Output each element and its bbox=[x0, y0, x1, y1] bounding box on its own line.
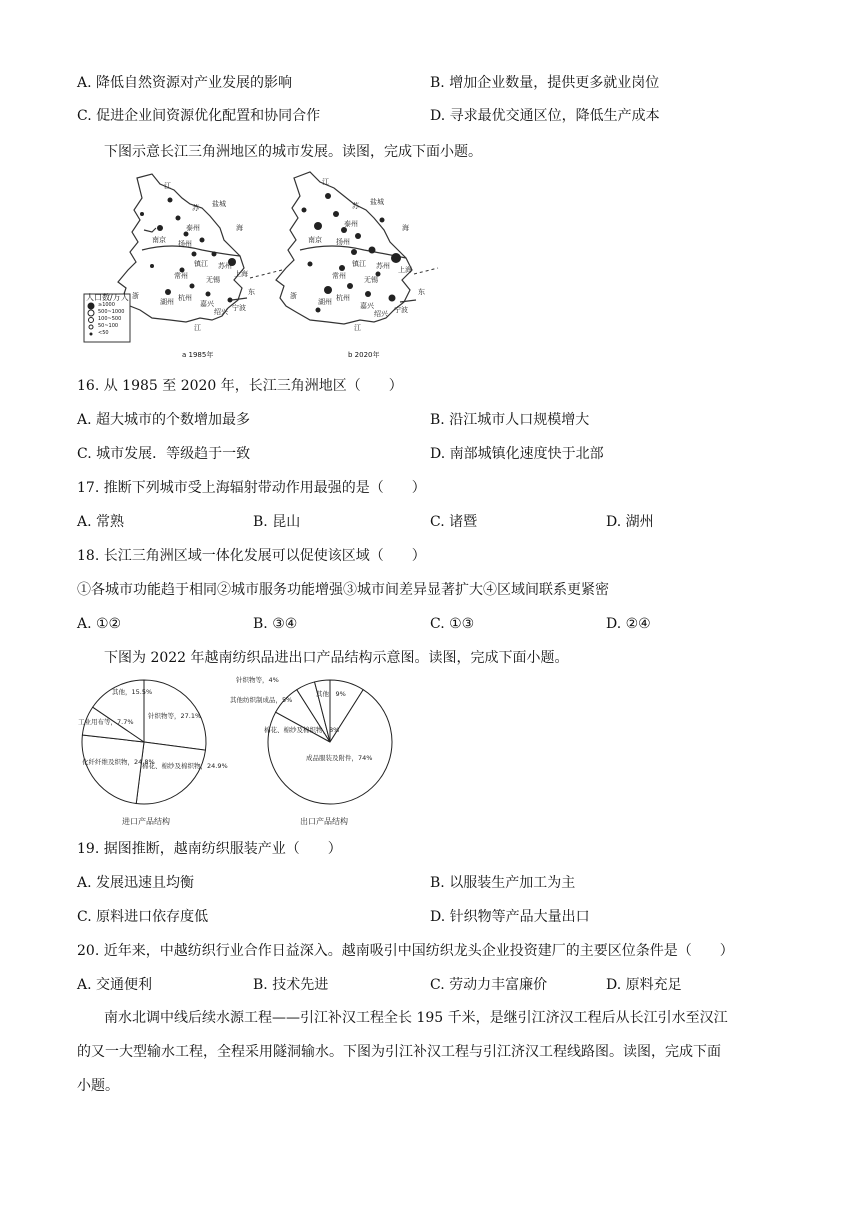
svg-text:无锡: 无锡 bbox=[364, 276, 378, 284]
pie-import-label: 工业用布等，7.7% bbox=[78, 718, 134, 726]
pie-import-slice bbox=[136, 742, 205, 804]
q17-option-c: C. 诸暨 bbox=[430, 514, 478, 530]
passage-line: 的又一大型输水工程，全程采用隧洞输水。下图为引江补汉工程与引江济汉工程线路图。读图，完成下面 bbox=[77, 1044, 721, 1060]
pie-import-label: 针织物等，27.1% bbox=[148, 712, 202, 720]
svg-text:扬州: 扬州 bbox=[178, 240, 192, 248]
q19-option-c: C. 原料进口依存度低 bbox=[77, 909, 209, 925]
svg-text:南京: 南京 bbox=[308, 236, 322, 244]
legend-items bbox=[98, 302, 124, 337]
pie-export-title: 出口产品结构 bbox=[300, 817, 348, 826]
svg-text:宁波: 宁波 bbox=[232, 304, 246, 312]
pie-export-label: 棉花、棉纱及棉织物，8% bbox=[264, 726, 340, 734]
q17-option-d: D. 湖州 bbox=[606, 514, 654, 530]
svg-text:常州: 常州 bbox=[332, 272, 346, 280]
q20-stem: 20. 近年来，中越纺织行业合作日益深入。越南吸引中国纺织龙头企业投资建厂的主要区位条件是（ ） bbox=[77, 943, 734, 959]
svg-text:嘉兴: 嘉兴 bbox=[200, 300, 214, 308]
intro-vietnam: 下图为 2022 年越南纺织品进出口产品结构示意图。读图，完成下面小题。 bbox=[104, 650, 569, 666]
pie-import-label: 棉花、棉纱及棉织物，24.9% bbox=[142, 762, 228, 770]
legend-item: 50~100 bbox=[98, 323, 119, 329]
yangtze-map-figure bbox=[82, 170, 442, 362]
svg-text:杭州: 杭州 bbox=[178, 294, 192, 302]
svg-text:上海: 上海 bbox=[234, 270, 248, 278]
svg-text:湖州: 湖州 bbox=[318, 298, 332, 306]
svg-text:盐城: 盐城 bbox=[370, 198, 384, 206]
pie-export-label: 针织物等，4% bbox=[236, 676, 279, 684]
svg-text:绍兴: 绍兴 bbox=[214, 308, 228, 316]
legend-item: ≥1000 bbox=[98, 302, 115, 308]
pie-charts bbox=[78, 672, 418, 832]
svg-text:泰州: 泰州 bbox=[344, 220, 358, 228]
pie-import-slice bbox=[82, 735, 144, 804]
svg-text:湖州: 湖州 bbox=[160, 298, 174, 306]
svg-text:江: 江 bbox=[194, 324, 201, 332]
q20-option-c: C. 劳动力丰富廉价 bbox=[430, 977, 548, 993]
intro-yangtze: 下图示意长江三角洲地区的城市发展。读图，完成下面小题。 bbox=[104, 144, 482, 160]
svg-text:泰州: 泰州 bbox=[186, 224, 200, 232]
svg-text:镇江: 镇江 bbox=[352, 260, 366, 268]
option-c: C. 促进企业间资源优化配置和协同合作 bbox=[77, 108, 321, 124]
svg-text:东: 东 bbox=[248, 288, 255, 296]
q18-option-c: C. ①③ bbox=[430, 616, 475, 632]
svg-text:江: 江 bbox=[322, 178, 329, 186]
q18-statements: ①各城市功能趋于相同②城市服务功能增强③城市间差异显著扩大④区域间联系更紧密 bbox=[77, 582, 609, 598]
svg-text:海: 海 bbox=[236, 224, 243, 232]
pie-import-label: 其他，15.5% bbox=[112, 688, 153, 696]
caption-a: a 1985年 bbox=[182, 351, 214, 359]
svg-text:苏: 苏 bbox=[352, 202, 359, 210]
svg-text:扬州: 扬州 bbox=[336, 238, 350, 246]
q16-option-d: D. 南部城镇化速度快于北部 bbox=[430, 446, 604, 462]
q19-option-d: D. 针织物等产品大量出口 bbox=[430, 909, 590, 925]
pie-export-label: 成品服装及附件，74% bbox=[306, 754, 373, 762]
q19-option-b: B. 以服装生产加工为主 bbox=[430, 875, 576, 891]
q16-stem: 16. 从 1985 至 2020 年，长江三角洲地区（ ） bbox=[77, 378, 403, 394]
svg-text:无锡: 无锡 bbox=[206, 276, 220, 284]
pie-import bbox=[82, 680, 206, 804]
option-a: A. 降低自然资源对产业发展的影响 bbox=[77, 75, 293, 91]
svg-text:镇江: 镇江 bbox=[194, 260, 208, 268]
svg-text:宁波: 宁波 bbox=[394, 306, 408, 314]
q18-option-d: D. ②④ bbox=[606, 616, 651, 632]
pie-export-label: 其他，9% bbox=[316, 690, 346, 698]
pie-export-label: 其他纺织制成品，5% bbox=[230, 696, 293, 704]
legend-item: 500~1000 bbox=[98, 309, 125, 315]
q18-stem: 18. 长江三角洲区域一体化发展可以促使该区域（ ） bbox=[77, 548, 426, 564]
svg-text:苏: 苏 bbox=[192, 204, 199, 212]
pie-import-label: 化纤纤维及织物，24.8% bbox=[82, 758, 155, 766]
q17-option-b: B. 昆山 bbox=[253, 514, 301, 530]
svg-text:江: 江 bbox=[354, 324, 361, 332]
svg-text:嘉兴: 嘉兴 bbox=[360, 302, 374, 310]
svg-text:杭州: 杭州 bbox=[336, 294, 350, 302]
q17-stem: 17. 推断下列城市受上海辐射带动作用最强的是（ ） bbox=[77, 480, 426, 496]
caption-b: b 2020年 bbox=[348, 351, 380, 359]
svg-text:东: 东 bbox=[418, 288, 425, 296]
svg-text:上海: 上海 bbox=[398, 266, 412, 274]
option-d: D. 寻求最优交通区位，降低生产成本 bbox=[430, 108, 660, 124]
legend-item: 100~500 bbox=[98, 316, 122, 322]
q19-stem: 19. 据图推断，越南纺织服装产业（ ） bbox=[77, 841, 342, 857]
svg-text:南京: 南京 bbox=[152, 236, 166, 244]
legend-item: <50 bbox=[98, 330, 109, 336]
q17-option-a: A. 常熟 bbox=[77, 514, 125, 530]
q18-option-b: B. ③④ bbox=[253, 616, 298, 632]
legend-title: 人口数/万人 bbox=[86, 293, 129, 302]
q16-option-b: B. 沿江城市人口规模增大 bbox=[430, 412, 590, 428]
q20-option-a: A. 交通便利 bbox=[77, 977, 153, 993]
passage-line: 小题。 bbox=[77, 1078, 119, 1094]
svg-text:常州: 常州 bbox=[174, 272, 188, 280]
map-b-cities bbox=[302, 193, 402, 313]
svg-text:浙: 浙 bbox=[290, 292, 297, 300]
svg-text:江: 江 bbox=[164, 182, 171, 190]
q18-option-a: A. ①② bbox=[77, 616, 122, 632]
q20-option-d: D. 原料充足 bbox=[606, 977, 682, 993]
q20-option-b: B. 技术先进 bbox=[253, 977, 329, 993]
svg-text:浙: 浙 bbox=[132, 292, 139, 300]
svg-text:苏州: 苏州 bbox=[218, 262, 232, 270]
passage-line: 南水北调中线后续水源工程——引江补汉工程全长 195 千米，是继引江济汉工程后从长江引水至汉江 bbox=[104, 1010, 728, 1026]
pie-import-title: 进口产品结构 bbox=[122, 817, 170, 826]
option-b: B. 增加企业数量，提供更多就业岗位 bbox=[430, 75, 660, 91]
q19-option-a: A. 发展迅速且均衡 bbox=[77, 875, 195, 891]
map-a-cities bbox=[140, 198, 236, 303]
svg-text:苏州: 苏州 bbox=[376, 262, 390, 270]
svg-text:盐城: 盐城 bbox=[212, 200, 226, 208]
svg-text:绍兴: 绍兴 bbox=[374, 310, 388, 318]
yangtze-map-svg bbox=[82, 170, 442, 362]
q16-option-c: C. 城市发展．等级趋于一致 bbox=[77, 446, 251, 462]
svg-text:海: 海 bbox=[402, 224, 409, 232]
q16-option-a: A. 超大城市的个数增加最多 bbox=[77, 412, 251, 428]
